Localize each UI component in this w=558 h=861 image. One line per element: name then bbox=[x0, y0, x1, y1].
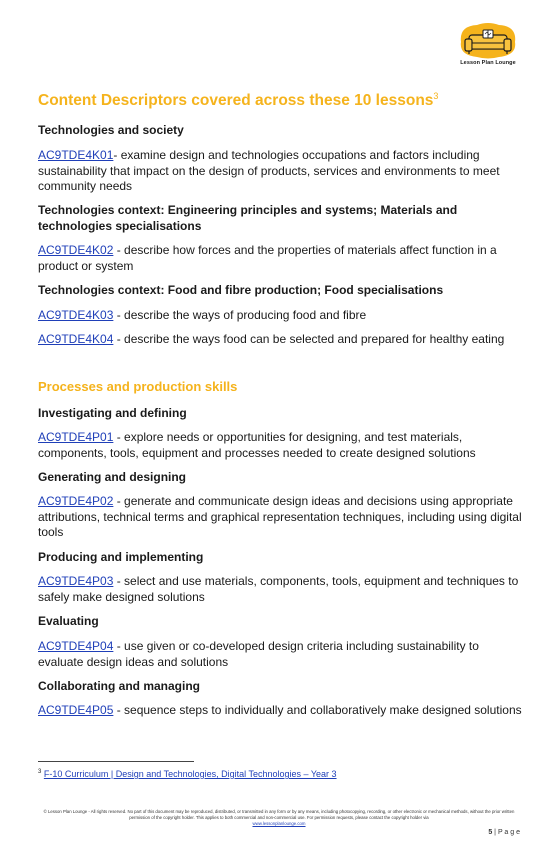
footnote-link[interactable]: F-10 Curriculum | Design and Technologies, Digital Technologies – Year 3 bbox=[43, 769, 337, 779]
subheading-generating: Generating and designing bbox=[38, 470, 187, 484]
logo-text: Lesson Plan Lounge bbox=[460, 60, 516, 66]
descriptor-link[interactable]: AC9TDE4P01 bbox=[38, 430, 114, 444]
copyright-notice: © Lesson Plan Lounge - All rights reserved. No part of this document may be reproduced, distributed, or transmitted in any form or by any means, including photocopying, recording, or other electronic or mechanical methods, without the prior written permission of the copyright holder. This applies to both commercial and non-commercial use. For permission requests, please contact the copyright holder via www.lessonplanlounge.com bbox=[43, 809, 515, 826]
footnote-ref[interactable]: 3 bbox=[433, 91, 439, 101]
subheading-evaluating: Evaluating bbox=[38, 614, 99, 628]
subheading-collaborating: Collaborating and managing bbox=[38, 679, 201, 693]
subheading-engineering-materials: Technologies context: Engineering principles and systems; Materials and technologies specialisations bbox=[38, 203, 458, 233]
descriptor-link[interactable]: AC9TDE4P03 bbox=[38, 574, 114, 588]
section-heading-processes: Processes and production skills bbox=[38, 379, 238, 394]
descriptor-link[interactable]: AC9TDE4K04 bbox=[38, 332, 114, 346]
descriptor-link[interactable]: AC9TDE4K03 bbox=[38, 308, 114, 322]
subheading-investigating: Investigating and defining bbox=[38, 406, 187, 420]
footnote-divider bbox=[38, 761, 194, 762]
descriptor-item: AC9TDE4P03 - select and use materials, components, tools, equipment and techniques to safely make designed solutions bbox=[38, 574, 519, 604]
subheading-food-fibre: Technologies context: Food and fibre production; Food specialisations bbox=[38, 283, 444, 297]
copyright-url-link[interactable]: www.lessonplanlounge.com bbox=[252, 821, 306, 826]
descriptor-item: AC9TDE4K01- examine design and technologies occupations and factors including sustainability that impact on the design of products, services and environments to meet community needs bbox=[38, 148, 500, 193]
descriptor-item: AC9TDE4K04 - describe the ways food can be selected and prepared for healthy eating bbox=[38, 332, 505, 346]
footnote: $^3$ F-10 Curriculum | Design and Technologies, Digital Technologies – Year 3 bbox=[38, 769, 337, 779]
descriptor-link[interactable]: AC9TDE4K01 bbox=[38, 148, 114, 162]
page-heading: Content Descriptors covered across these 10 lessons$^3$ bbox=[38, 91, 439, 109]
descriptor-link[interactable]: AC9TDE4K02 bbox=[38, 243, 114, 257]
descriptor-item: AC9TDE4P01 - explore needs or opportunities for designing, and test materials, components, tools, equipment and processes needed to create designed solutions bbox=[38, 430, 476, 460]
descriptor-item: AC9TDE4P05 - sequence steps to individually and collaboratively make designed solutions bbox=[38, 703, 522, 717]
descriptor-link[interactable]: AC9TDE4P02 bbox=[38, 494, 114, 508]
subheading-technologies-society: Technologies and society bbox=[38, 123, 184, 137]
descriptor-link[interactable]: AC9TDE4P04 bbox=[38, 639, 114, 653]
subheading-producing: Producing and implementing bbox=[38, 550, 204, 564]
descriptor-item: AC9TDE4K02 - describe how forces and the properties of materials affect function in a product or system bbox=[38, 243, 497, 273]
descriptor-item: AC9TDE4P04 - use given or co-developed design criteria including sustainability to evaluate design ideas and solutions bbox=[38, 639, 479, 669]
descriptor-item: AC9TDE4K03 - describe the ways of producing food and fibre bbox=[38, 308, 367, 322]
descriptor-item: AC9TDE4P02 - generate and communicate design ideas and decisions using appropriate attributions, technical terms and graphical representation techniques, including using digital tools bbox=[38, 494, 522, 539]
sofa-logo-icon bbox=[455, 22, 521, 62]
lesson-plan-lounge-logo bbox=[455, 22, 521, 72]
page-number: 5 | P a g e bbox=[488, 829, 520, 836]
descriptor-link[interactable]: AC9TDE4P05 bbox=[38, 703, 114, 717]
